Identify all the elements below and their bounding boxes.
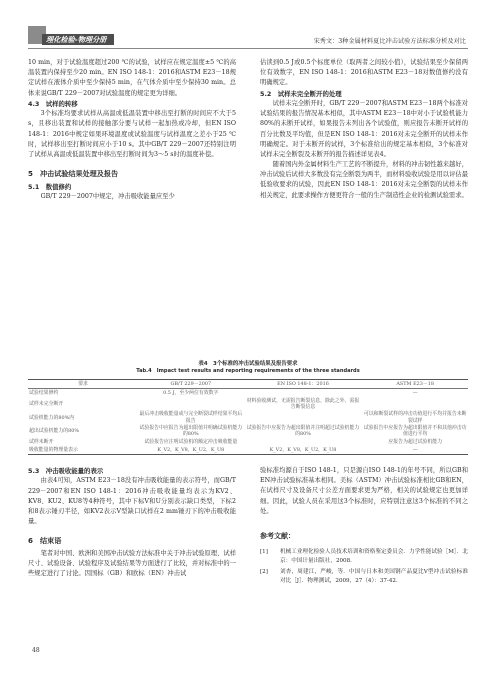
references-heading: 参考文献： [260, 531, 295, 540]
table-cell: 试验机能力的80%内 [29, 414, 75, 421]
table-header-row [28, 380, 468, 389]
page-number: 48 [32, 647, 40, 654]
table-cell: 试验报告中应报告为超出限值并不和其他冲击功值进行平均 [363, 425, 467, 438]
table-cell [244, 389, 363, 397]
table-cell: 应报告为超过试验机能力 [388, 439, 443, 446]
reference-number: [2] [260, 569, 268, 576]
table-row [28, 397, 468, 411]
section-heading-4-3: 4.3 试样的转移 [28, 99, 78, 108]
paragraph: 试样未完全断开时，GB/T 229－2007和ASTM E23－18两个标准对试验结果的报告情况基本相似，其中ASTM E23－18中对小于试验机能力80%的未断开试样，如果报告未列出各个试验值，则应报告未断开试样的百分比数及平均值，但是EN ISO 148-1：2016对未完全断开的试样未作明确规定。对于未断开的试样，3个标准给出的规定基本相似，3个标准对试样未完全断裂及未断开的报告描述详见表4。 [260, 99, 468, 158]
reference-text: 机械工业理化检验人员技术培训和资格鉴定委员会．力学性能试验［M］．北京：中国计量出版社，2008． [280, 549, 468, 565]
table-cell [362, 397, 468, 411]
table-header-cell: 要求 [28, 380, 138, 389]
right-column-top [260, 58, 468, 201]
table-cell: K_V2，K_V8，K_U2，K_U8 [138, 446, 244, 454]
table-cell: 试验报告中应报告为超出限值并明确试验机能力的80% [139, 425, 243, 438]
running-title: 宋秀文：3种金属材料夏比冲击试验方法标准分析及对比 [313, 38, 466, 45]
paragraph: 随着国内外金属材料生产工艺的不断提升，材料的冲击韧性越来越好，冲击试验后试样大多数没有完全断裂为两半，而材料验收试验是用以评估最低验收要求的试验，因此EN ISO 148-1：2016对未完全断裂的试样未作相关规定，此要求操作方便更符合一般的生产制造性企业的检测试验需求。 [260, 161, 468, 199]
table-cell: 试样未完全断开 [29, 400, 64, 407]
table-cell: — [362, 446, 468, 454]
paragraph: 10 min，对于试验温度超过200 ℃的试验，试样应在规定温度±5 ℃的高温装置内保持至少20 min。EN ISO 148-1：2016和ASTM E23－18规定试样在液体介质中至少保持5 min，在气体介质中至少保持30 min。总体来说GB/T 229－2007对试验温度的规定更为详细。 [28, 59, 236, 97]
table-cell: 吸收能量的物理量表示 [28, 446, 138, 454]
table-header-cell: GB/T 229－2007 [138, 380, 244, 389]
paragraph: 3个标准均要求试样从高温或低温装置中移出至打断的时间应不大于5 s，且移出装置和试样的接触部分要与试样一起加热或冷却，但EN ISO 148-1：2016中规定如果环境温度或试验温度与试样温度之差小于25 ℃时，试样移出至打断时间应小于10 s。其中GB/T 229－2007还特别注明了试样从高温或低温装置中移出至打断时间为3～5 s时的温度补偿。 [28, 110, 236, 158]
table-row [28, 425, 468, 439]
table-cell: 0.5 J，至少两位有效数字 [163, 389, 219, 396]
reference-number: [1] [260, 549, 268, 556]
section-heading-5-2: 5.2 试样未完全断开的处理 [260, 89, 342, 98]
reference-item [260, 548, 468, 566]
table-cell: 试验报告中应报告为超出限值并注明超过试验机能力的80% [246, 425, 360, 438]
paragraph: 验标准均源自于ISO 148-1，只是源自ISO 148-1的年号不同，所以GB和EN冲击试验标准基本相同。美标（ASTM）冲击试验标准相比GB和EN，在试样尺寸及设备尺寸公差方面要求更为严格，相关的试验规定也更加详细。因此，试验人员在采用这3个标准时，应特别注意这3个标准的不同之处。 [260, 467, 468, 515]
table-cell [138, 397, 244, 411]
journal-name: 理化检验-物理分册 [46, 35, 107, 44]
paragraph: 笔者对中国、欧洲和美国冲击试验方法标准中关于冲击试验原理、试样尺寸、试验设备、试验程序及试验结果等方面进行了比较，并对标准中的一些规定进行了讨论。因国标（GB）和欧标（EN）冲击试 [28, 549, 236, 578]
table-caption-zh: 表4 3个标准的冲击试验结果及报告要求 [198, 361, 298, 367]
table-cell: 试样未断开 [29, 439, 54, 446]
table-row [28, 438, 468, 446]
left-column-bottom [28, 466, 236, 579]
section-heading-5-3: 5.3 冲击吸收能量的表示 [28, 467, 104, 475]
page-header [28, 26, 468, 52]
left-column-top [28, 58, 236, 202]
right-column-bottom [260, 466, 468, 588]
table-cell [244, 411, 363, 425]
paragraph: 估读到0.5 J或0.5个标度单位（取两者之间较小值），试验结果至少保留两位有效数字，EN ISO 148-1：2016和ASTM E23－18对数值修约没有明确规定。 [260, 59, 468, 87]
table-cell: K_V2，K_V8，K_U2，K_U8 [244, 446, 363, 454]
table-row [28, 446, 468, 454]
table-row [28, 411, 468, 425]
reference-text: 刘杏，周建江，严峻，等．中国与日本和美国钢产品夏比V型冲击试验标准对比［J］．物理测试，2009，27（4）：37-42． [280, 569, 468, 585]
paragraph: 由表4可知，ASTM E23－18没有冲击吸收能量的表示符号，而GB/T 229－2007和EN ISO 148-1：2016冲击吸收能量均表示为KV2、KV8、KU2、KU8等4种符号，其中下标V和U分别表示缺口类型，下标2和8表示锤刃半径，如KV2表示V型缺口试样在2 mm锤刃下的冲击吸收能量。 [28, 477, 236, 526]
table-cell: 试验结果修约 [29, 389, 59, 396]
table-cell [244, 438, 363, 446]
table-header-cell: ASTM E23－18 [362, 380, 468, 389]
table-caption [28, 361, 468, 375]
reference-item [260, 568, 468, 586]
table-cell: 超出试验机能力的80% [29, 428, 79, 435]
section-heading-5-1: 5.1 数值修约 [28, 182, 72, 191]
section-heading-5: 5 冲击试验结果处理及报告 [28, 169, 119, 179]
table-cell: 试验报告应注明试验机的额定冲击吸收能量 [144, 439, 238, 446]
table-cell: 最后冲击吸收能量或与完全断裂试样结果平均后报告 [139, 411, 243, 424]
results-table [28, 379, 468, 455]
paragraph: GB/T 229－2007中规定，冲击吸收能量应至少 [40, 192, 175, 200]
table-caption-en: Tab.4 Impact test results and reporting requirements of the three standards [136, 368, 360, 375]
table-cell: — [412, 389, 418, 396]
table-row [28, 389, 468, 397]
table-cell: 材料验收测试，无需报告断裂信息，除此之外，需报告断裂信息 [246, 397, 360, 410]
table-header-cell: EN ISO 148-1：2016 [244, 380, 363, 389]
table-cell: 可以和断裂试样的冲击功值进行平均并报告未断裂试样 [363, 411, 467, 424]
header-rule [28, 48, 468, 49]
section-heading-6: 6 结束语 [28, 536, 62, 546]
